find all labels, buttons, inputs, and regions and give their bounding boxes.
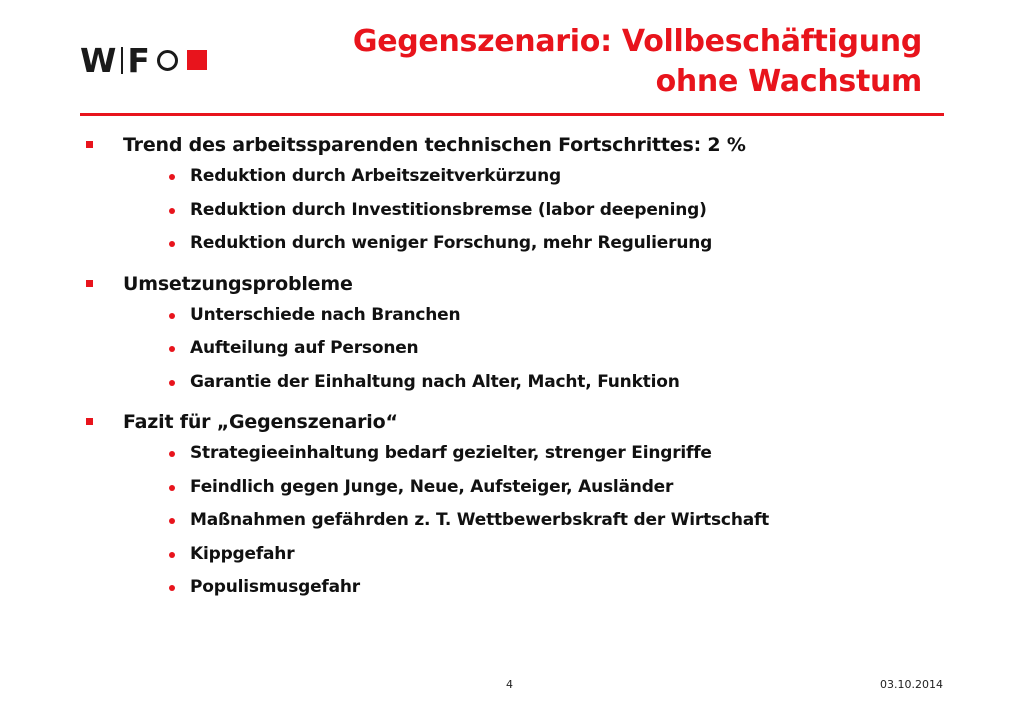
page-number: 4 [506,678,513,691]
dot-bullet-icon [169,451,175,457]
sub-bullet [80,332,960,366]
slide-title [353,22,922,102]
sub-bullet [80,471,960,505]
sub-bullet [80,538,960,572]
bullet-text: Trend des arbeitssparenden technischen Fortschrittes: 2 % [123,134,746,156]
dot-bullet-icon [169,585,175,591]
sub-bullet [80,194,960,228]
logo-separator [121,47,123,74]
slide-content [80,130,960,605]
wifo-logo [80,42,207,78]
dot-bullet-icon [169,346,175,352]
dot-bullet-icon [169,518,175,524]
bullet-text: Fazit für „Gegenszenario“ [123,411,398,433]
dot-bullet-icon [169,485,175,491]
slide-title-line-1: Gegenszenario: Vollbeschäftigung [352,24,922,59]
title-divider [80,113,944,116]
sub-bullet [80,571,960,605]
bullet-trend [80,130,960,160]
sub-bullet-text: Aufteilung auf Personen [190,338,419,358]
sub-bullet [80,366,960,400]
dot-bullet-icon [169,241,175,247]
sub-bullet-text: Unterschiede nach Branchen [190,304,461,325]
sub-bullet-text: Garantie der Einhaltung nach Alter, Macht, Funktion [190,371,680,392]
dot-bullet-icon [169,552,175,558]
sub-bullet [80,504,960,538]
logo-letter-f: F [127,40,151,80]
footer-date: 03.10.2014 [880,678,943,691]
sub-bullet [80,227,960,261]
dot-bullet-icon [169,208,175,214]
logo-circle-icon [157,50,178,71]
sub-bullet-text: Kippgefahr [190,543,295,564]
logo-letter-w: W [80,40,118,80]
sub-bullet-text: Reduktion durch Investitionsbremse (labor deepening) [190,199,707,220]
sub-bullet-text: Feindlich gegen Junge, Neue, Aufsteiger, Ausländer [190,476,674,497]
sub-bullet-text: Maßnahmen gefährden z. T. Wettbewerbskraft der Wirtschaft [190,510,770,530]
square-bullet-icon [86,141,93,148]
bullet-text: Umsetzungsprobleme [123,272,353,295]
sub-bullet [80,299,960,333]
square-bullet-icon [86,280,93,287]
bullet-umsetzungsprobleme [80,269,960,299]
slide-title-line-2: ohne Wachstum [655,64,922,99]
dot-bullet-icon [169,313,175,319]
square-bullet-icon [86,418,93,425]
bullet-fazit [80,407,960,437]
sub-bullet [80,160,960,194]
sub-bullet-text: Populismusgefahr [190,577,360,597]
logo-square-icon [187,50,207,70]
dot-bullet-icon [169,380,175,386]
sub-bullet [80,437,960,471]
dot-bullet-icon [169,174,175,180]
sub-bullet-text: Reduktion durch weniger Forschung, mehr Regulierung [190,233,713,253]
sub-bullet-text: Strategieeinhaltung bedarf gezielter, strenger Eingriffe [190,443,712,463]
sub-bullet-text: Reduktion durch Arbeitszeitverkürzung [190,166,561,186]
